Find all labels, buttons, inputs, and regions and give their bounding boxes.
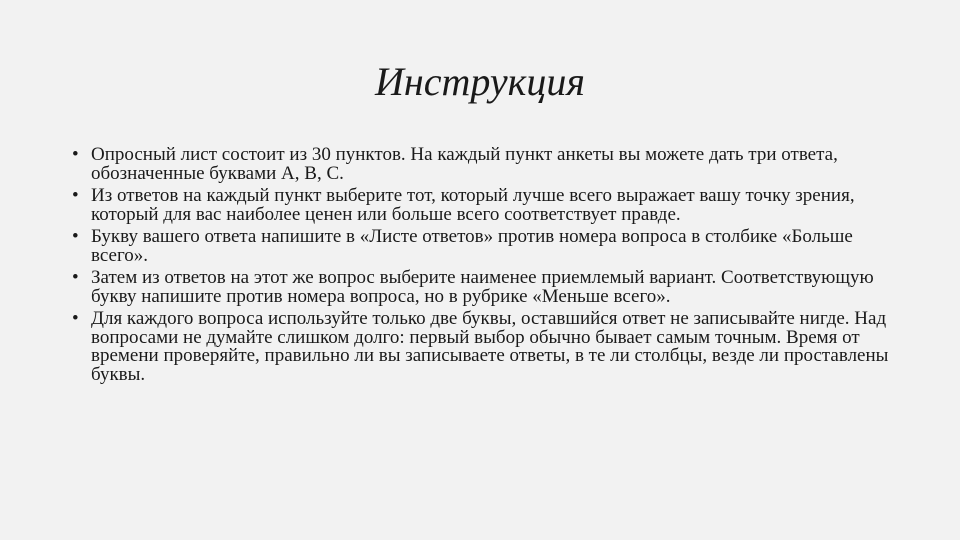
bullet-icon: •	[72, 308, 79, 329]
list-item-text: Опросный лист состоит из 30 пунктов. На каждый пункт анкеты вы можете дать три ответа, обозначенные буквами А, В, С.	[91, 144, 838, 184]
list-item-text: Затем из ответов на этот же вопрос выберите наименее приемлемый вариант. Соответствующую букву напишите против номера вопроса, но в рубрике «Меньше всего».	[91, 267, 874, 307]
list-item	[72, 146, 902, 183]
list-item	[72, 269, 902, 306]
slide-title: Инструкция	[375, 59, 585, 104]
list-item	[72, 310, 902, 384]
list-item-text: Букву вашего ответа напишите в «Листе ответов» против номера вопроса в столбике «Больше всего».	[91, 226, 853, 266]
bullet-icon: •	[72, 267, 79, 288]
bullet-icon: •	[72, 226, 79, 247]
list-item-text: Из ответов на каждый пункт выберите тот, который лучше всего выражает вашу точку зрения, который для вас наиболее ценен или больше всего соответствует правде.	[91, 185, 855, 225]
list-item-text: Для каждого вопроса используйте только две буквы, оставшийся ответ не записывайте нигде. Над вопросами не думайте слишком долго: первый выбор обычно бывает самым точным. Время от времени проверяйте, правильно ли вы записываете ответы, в те ли столбцы, везде ли проставлены буквы.	[91, 308, 889, 385]
bullet-icon: •	[72, 185, 79, 206]
list-item	[72, 187, 902, 224]
list-item	[72, 228, 902, 265]
bullet-icon: •	[72, 144, 79, 165]
instruction-list	[72, 146, 902, 388]
